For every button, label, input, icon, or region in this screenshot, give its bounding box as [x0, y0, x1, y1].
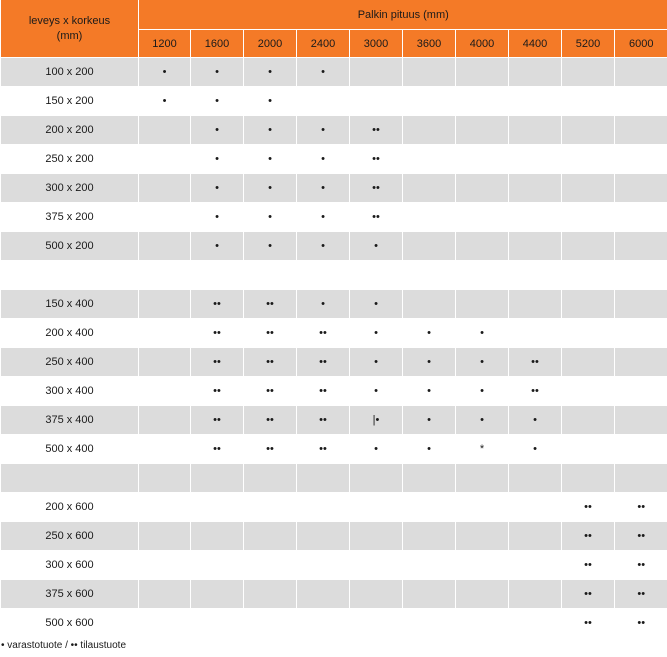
availability-cell: [403, 290, 456, 319]
availability-cell: ••: [562, 609, 615, 638]
spacer-row: [1, 261, 667, 290]
table-row: [1, 377, 667, 406]
availability-cell: [139, 116, 191, 145]
table-row: [1, 348, 667, 377]
availability-cell: [244, 493, 297, 522]
availability-cell: [509, 580, 562, 609]
availability-cell: [615, 435, 667, 464]
length-header-6000: 6000: [615, 30, 667, 58]
size-label: 300 x 200: [1, 174, 139, 203]
size-label: 375 x 200: [1, 203, 139, 232]
availability-cell: [403, 464, 456, 493]
availability-cell: [350, 580, 403, 609]
availability-cell: [456, 464, 509, 493]
length-header-4400: 4400: [509, 30, 562, 58]
availability-cell: ••: [562, 580, 615, 609]
availability-cell: [562, 145, 615, 174]
availability-cell: [615, 290, 667, 319]
availability-cell: [562, 87, 615, 116]
size-label: 300 x 600: [1, 551, 139, 580]
availability-cell: [615, 58, 667, 87]
availability-cell: ••: [509, 348, 562, 377]
availability-cell: [403, 261, 456, 290]
availability-cell: [509, 493, 562, 522]
availability-cell: [297, 522, 350, 551]
availability-cell: ••: [244, 319, 297, 348]
table-row: [1, 609, 667, 638]
availability-cell: ••: [297, 348, 350, 377]
length-header-1200: 1200: [139, 30, 191, 58]
availability-cell: [615, 232, 667, 261]
availability-cell: [456, 580, 509, 609]
availability-cell: [244, 580, 297, 609]
availability-cell: [139, 377, 191, 406]
availability-cell: •: [191, 174, 244, 203]
legend: • varastotuote / •• tilaustuote: [1, 640, 127, 651]
availability-cell: [456, 261, 509, 290]
availability-cell: •: [350, 435, 403, 464]
availability-cell: ••: [562, 522, 615, 551]
availability-cell: [509, 145, 562, 174]
availability-cell: [562, 58, 615, 87]
availability-cell: •: [244, 174, 297, 203]
availability-cell: •: [297, 232, 350, 261]
availability-cell: [509, 174, 562, 203]
size-label: [1, 261, 139, 290]
availability-cell: [562, 406, 615, 435]
availability-cell: •: [509, 406, 562, 435]
availability-cell: [562, 290, 615, 319]
availability-cell: [456, 290, 509, 319]
availability-cell: [244, 551, 297, 580]
availability-cell: [456, 174, 509, 203]
availability-cell: [350, 464, 403, 493]
availability-cell: [509, 609, 562, 638]
availability-cell: [350, 551, 403, 580]
availability-cell: [403, 145, 456, 174]
availability-cell: [509, 232, 562, 261]
length-header-4000: 4000: [456, 30, 509, 58]
availability-cell: ••: [562, 551, 615, 580]
availability-cell: •: [191, 116, 244, 145]
availability-cell: •: [244, 232, 297, 261]
size-label: 500 x 400: [1, 435, 139, 464]
availability-cell: •: [297, 290, 350, 319]
availability-cell: [139, 145, 191, 174]
size-label: 100 x 200: [1, 58, 139, 87]
availability-cell: •: [297, 174, 350, 203]
availability-cell: ••: [350, 116, 403, 145]
availability-cell: •: [403, 377, 456, 406]
size-label: 375 x 400: [1, 406, 139, 435]
table-row: [1, 290, 667, 319]
availability-cell: •: [297, 116, 350, 145]
table-row: [1, 87, 667, 116]
availability-cell: •: [350, 348, 403, 377]
length-header-2400: 2400: [297, 30, 350, 58]
availability-cell: •: [350, 290, 403, 319]
availability-cell: *: [456, 435, 509, 464]
availability-cell: [615, 87, 667, 116]
size-label: 250 x 400: [1, 348, 139, 377]
availability-cell: ••: [615, 522, 667, 551]
availability-cell: [297, 87, 350, 116]
availability-cell: •: [403, 435, 456, 464]
availability-cell: [615, 116, 667, 145]
availability-cell: [615, 406, 667, 435]
size-label: 375 x 600: [1, 580, 139, 609]
availability-cell: [191, 493, 244, 522]
availability-cell: [456, 232, 509, 261]
availability-cell: •: [456, 348, 509, 377]
size-label: 250 x 600: [1, 522, 139, 551]
availability-cell: [509, 319, 562, 348]
availability-cell: ••: [244, 435, 297, 464]
availability-cell: ••: [244, 348, 297, 377]
availability-cell: [562, 174, 615, 203]
availability-cell: •: [403, 319, 456, 348]
availability-cell: [244, 609, 297, 638]
availability-cell: [139, 435, 191, 464]
availability-cell: |•: [350, 406, 403, 435]
availability-cell: [562, 435, 615, 464]
availability-cell: [139, 290, 191, 319]
availability-cell: ••: [191, 406, 244, 435]
availability-cell: ••: [191, 348, 244, 377]
availability-cell: •: [456, 319, 509, 348]
table-row: [1, 435, 667, 464]
availability-cell: [456, 145, 509, 174]
availability-cell: •: [456, 377, 509, 406]
availability-cell: [297, 580, 350, 609]
availability-cell: [562, 261, 615, 290]
availability-cell: [615, 174, 667, 203]
availability-cell: [139, 522, 191, 551]
availability-cell: ••: [297, 435, 350, 464]
availability-cell: [615, 348, 667, 377]
availability-cell: [244, 522, 297, 551]
availability-cell: [509, 522, 562, 551]
availability-cell: [191, 522, 244, 551]
availability-cell: [403, 609, 456, 638]
availability-cell: [139, 348, 191, 377]
size-label: 250 x 200: [1, 145, 139, 174]
availability-cell: [350, 609, 403, 638]
size-label: 300 x 400: [1, 377, 139, 406]
availability-cell: •: [350, 319, 403, 348]
availability-cell: [139, 609, 191, 638]
availability-cell: [297, 609, 350, 638]
length-header-3600: 3600: [403, 30, 456, 58]
length-header-3000: 3000: [350, 30, 403, 58]
availability-cell: [191, 580, 244, 609]
availability-cell: •: [456, 406, 509, 435]
availability-cell: •: [191, 232, 244, 261]
availability-cell: [509, 551, 562, 580]
availability-cell: ••: [191, 319, 244, 348]
availability-cell: [403, 551, 456, 580]
availability-cell: [244, 261, 297, 290]
table-row: [1, 319, 667, 348]
spacer-row: [1, 464, 667, 493]
availability-cell: •: [350, 232, 403, 261]
availability-cell: [456, 551, 509, 580]
availability-cell: [403, 174, 456, 203]
availability-cell: [297, 261, 350, 290]
size-label: 200 x 600: [1, 493, 139, 522]
length-header-5200: 5200: [562, 30, 615, 58]
availability-cell: [403, 580, 456, 609]
availability-cell: ••: [509, 377, 562, 406]
availability-cell: [509, 87, 562, 116]
availability-cell: [297, 493, 350, 522]
availability-cell: [456, 609, 509, 638]
availability-cell: [456, 203, 509, 232]
table-body: [1, 58, 667, 638]
availability-cell: [562, 464, 615, 493]
availability-cell: [509, 58, 562, 87]
length-header-2000: 2000: [244, 30, 297, 58]
availability-cell: ••: [297, 377, 350, 406]
size-label: 200 x 400: [1, 319, 139, 348]
availability-cell: [562, 348, 615, 377]
table-row: [1, 522, 667, 551]
availability-cell: [191, 464, 244, 493]
availability-cell: ••: [244, 290, 297, 319]
availability-cell: ••: [562, 493, 615, 522]
availability-cell: [615, 464, 667, 493]
corner-label: leveys x korkeus (mm): [28, 14, 111, 42]
availability-cell: •: [139, 58, 191, 87]
availability-cell: [191, 261, 244, 290]
availability-cell: [403, 493, 456, 522]
availability-cell: •: [244, 58, 297, 87]
availability-cell: •: [139, 87, 191, 116]
availability-cell: [403, 232, 456, 261]
availability-cell: ••: [244, 406, 297, 435]
size-label: 500 x 200: [1, 232, 139, 261]
availability-cell: [456, 493, 509, 522]
availability-cell: ••: [615, 609, 667, 638]
availability-cell: [139, 551, 191, 580]
availability-cell: [191, 609, 244, 638]
availability-cell: ••: [350, 145, 403, 174]
length-span-header: Palkin pituus (mm): [139, 0, 667, 30]
table-row: [1, 174, 667, 203]
availability-cell: [403, 116, 456, 145]
availability-cell: ••: [615, 580, 667, 609]
availability-cell: [403, 522, 456, 551]
availability-cell: •: [297, 58, 350, 87]
availability-cell: [297, 551, 350, 580]
availability-cell: [562, 319, 615, 348]
availability-cell: [403, 87, 456, 116]
availability-cell: [562, 203, 615, 232]
availability-cell: [509, 464, 562, 493]
availability-cell: [456, 522, 509, 551]
table-row: [1, 58, 667, 87]
availability-cell: [509, 116, 562, 145]
size-label: 200 x 200: [1, 116, 139, 145]
size-label: [1, 464, 139, 493]
availability-cell: [350, 58, 403, 87]
availability-cell: [139, 232, 191, 261]
availability-cell: [139, 406, 191, 435]
availability-cell: [403, 58, 456, 87]
availability-cell: •: [297, 145, 350, 174]
availability-cell: ••: [350, 174, 403, 203]
table-row: [1, 493, 667, 522]
availability-cell: [456, 116, 509, 145]
availability-cell: [403, 203, 456, 232]
availability-cell: ••: [615, 551, 667, 580]
availability-cell: ••: [615, 493, 667, 522]
availability-cell: •: [403, 406, 456, 435]
availability-cell: [297, 464, 350, 493]
availability-cell: [615, 203, 667, 232]
availability-cell: •: [244, 203, 297, 232]
availability-cell: [615, 145, 667, 174]
availability-cell: [456, 58, 509, 87]
availability-cell: [350, 261, 403, 290]
availability-cell: ••: [297, 319, 350, 348]
availability-cell: [615, 377, 667, 406]
size-label: 500 x 600: [1, 609, 139, 638]
table-row: [1, 406, 667, 435]
availability-cell: •: [297, 203, 350, 232]
availability-cell: •: [403, 348, 456, 377]
availability-cell: [509, 261, 562, 290]
availability-cell: [139, 319, 191, 348]
availability-cell: •: [509, 435, 562, 464]
availability-cell: ••: [191, 290, 244, 319]
availability-cell: •: [191, 58, 244, 87]
availability-cell: •: [191, 145, 244, 174]
availability-cell: [350, 87, 403, 116]
availability-cell: [562, 232, 615, 261]
availability-cell: [350, 522, 403, 551]
availability-cell: •: [350, 377, 403, 406]
availability-cell: [244, 464, 297, 493]
availability-cell: [139, 464, 191, 493]
table-row: [1, 203, 667, 232]
availability-cell: ••: [297, 406, 350, 435]
availability-cell: •: [244, 87, 297, 116]
table-row: [1, 551, 667, 580]
availability-cell: [562, 116, 615, 145]
availability-cell: ••: [191, 377, 244, 406]
availability-cell: [615, 319, 667, 348]
availability-cell: [139, 174, 191, 203]
size-label: 150 x 400: [1, 290, 139, 319]
availability-cell: ••: [350, 203, 403, 232]
length-header-1600: 1600: [191, 30, 244, 58]
availability-cell: [456, 87, 509, 116]
availability-cell: ••: [191, 435, 244, 464]
size-label: 150 x 200: [1, 87, 139, 116]
availability-cell: [139, 261, 191, 290]
availability-cell: [509, 290, 562, 319]
availability-cell: •: [244, 116, 297, 145]
availability-cell: •: [191, 87, 244, 116]
availability-cell: ••: [244, 377, 297, 406]
availability-cell: [139, 493, 191, 522]
availability-cell: •: [191, 203, 244, 232]
corner-header: [1, 0, 139, 58]
availability-cell: [509, 203, 562, 232]
availability-cell: [191, 551, 244, 580]
availability-cell: [615, 261, 667, 290]
availability-cell: [139, 580, 191, 609]
table-row: [1, 116, 667, 145]
availability-cell: •: [244, 145, 297, 174]
availability-cell: [139, 203, 191, 232]
table-row: [1, 580, 667, 609]
table-row: [1, 232, 667, 261]
availability-cell: [350, 493, 403, 522]
table-row: [1, 145, 667, 174]
availability-cell: [562, 377, 615, 406]
